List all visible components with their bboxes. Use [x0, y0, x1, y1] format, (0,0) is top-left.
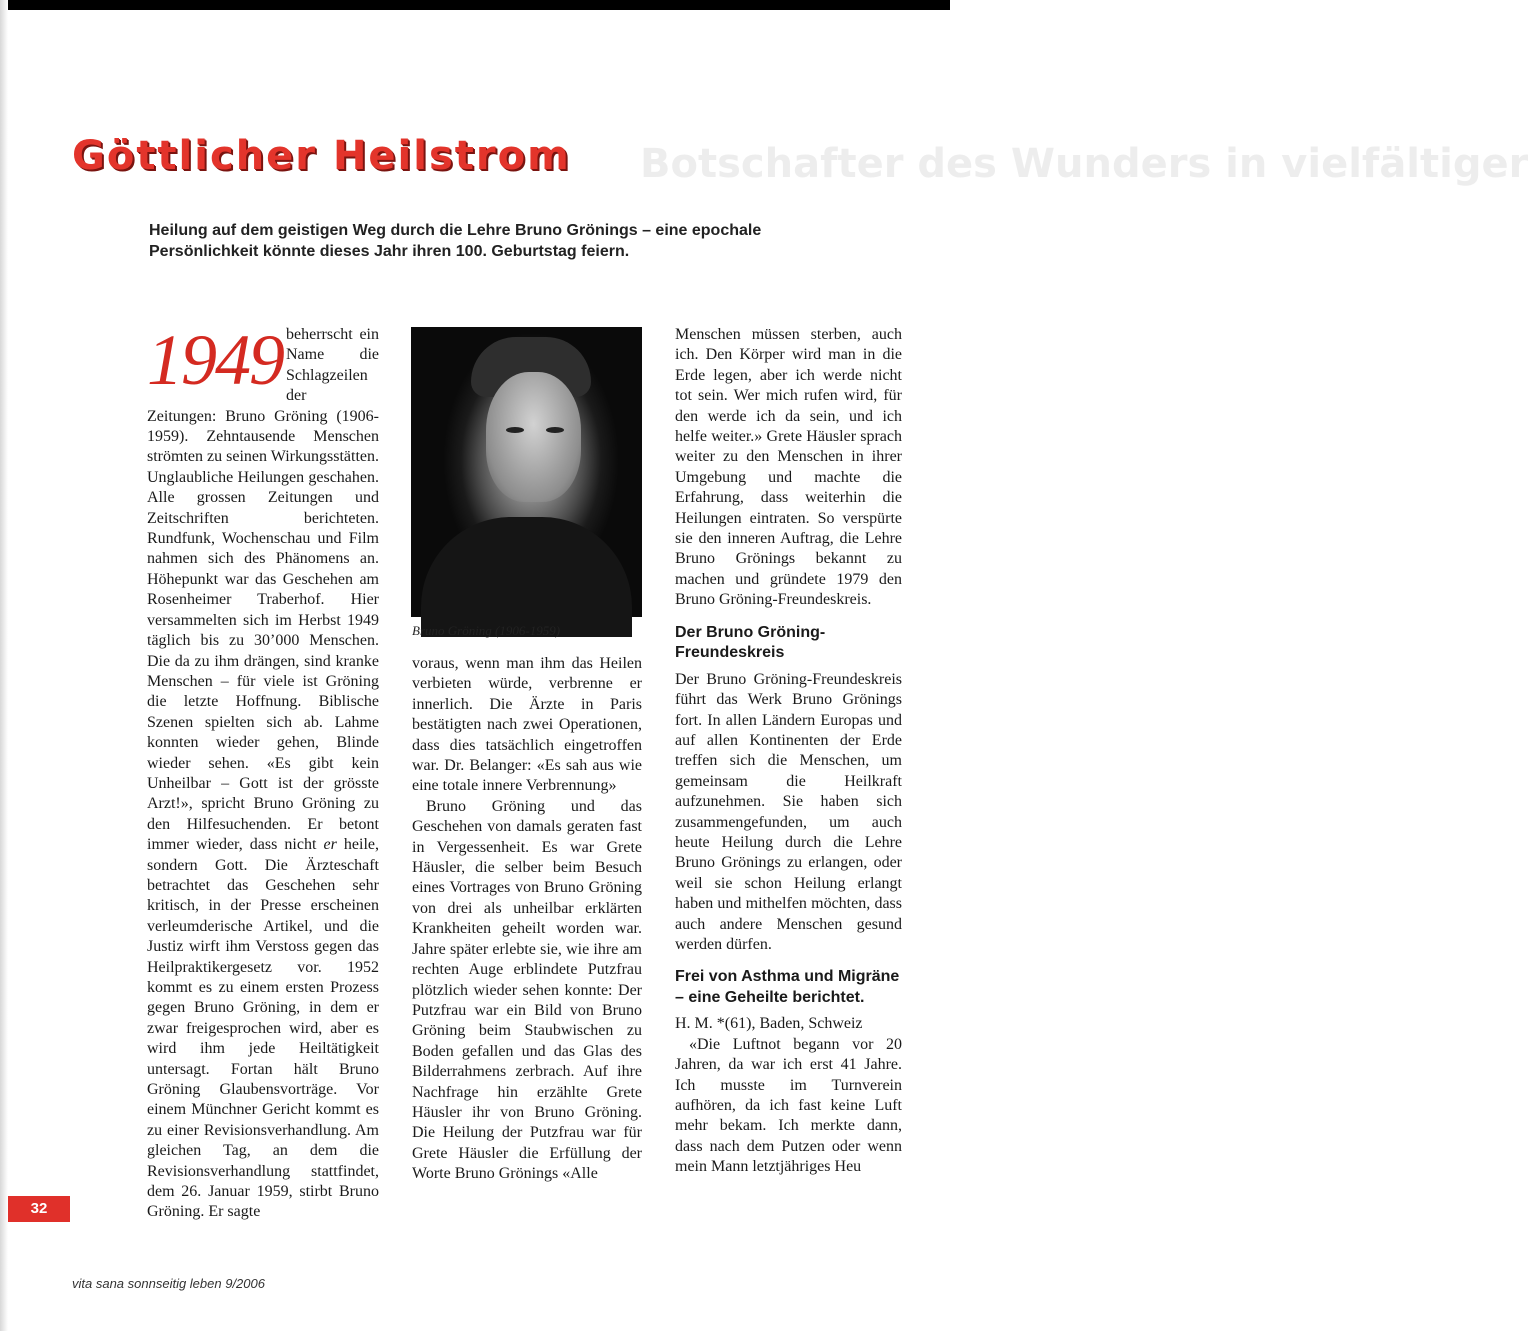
col3-paragraph-2: Der Bruno Gröning-Freundeskreis führt das Werk Bruno Grönings fort. In allen Ländern Europas und auf allen Kontinenten der Erde treffen sich die Menschen, um gemeinsam die Heilkraft aufzunehmen. Sie haben sich zusammengefunden, um auch heute Heilung durch die Lehre Bruno Grönings zu erlangen, oder weil sie schon Heilung erlangt haben und mithelfen möchten, dass auch andere Menschen gesund werden dürfen. [675, 670, 902, 953]
col3-paragraph-1: Menschen müssen sterben, auch ich. Den Körper wird man in die Erde legen, aber ich werde nicht tot sein. Wer mich rufen wird, für den werde ich da sein, und ich helfe weiter.» Grete Häusler sprach weiter zu den Menschen in ihrer Umgebung und machte die Erfahrung, dass weiterhin die Heilungen eintraten. So verspürte sie den inneren Auftrag, die Lehre Bruno Grönings bekannt zu machen und gründete 1979 den Bruno Gröning-Freundeskreis. [675, 326, 902, 609]
page-number-badge: 32 [8, 1196, 70, 1222]
photo-eye-right [546, 427, 564, 433]
photo-shoulders [421, 517, 632, 637]
subheading-testimonial: Frei von Asthma und Migräne – eine Geheilte berichtet. [675, 968, 900, 1006]
scan-border-left [0, 0, 8, 1331]
col2-paragraph-2: Bruno Gröning und das Geschehen von damals geraten fast in Vergessenheit. Es war Grete Häusler, die selber beim Besuch eines Vortrages von Bruno Gröning von drei als unheilbar erklärten Krankheiten geheilt worden war. Jahre später erlebte sie, wie ihre am rechten Auge erblindete Putzfrau plötzlich wieder sehen konnte: Der Putzfrau war ein Bild von Bruno Gröning beim Staubwischen zu Boden gefallen und das Glas des Bilderrahmens zerbrach. Auf ihre Nachfrage hin erzählte Grete Häusler ihr von Bruno Gröning. Die Heilung der Putzfrau war für Grete Häusler die Erfüllung der Worte Bruno Grönings «Alle [412, 797, 642, 1183]
col1-emphasis: er [323, 836, 337, 854]
scan-border-top [0, 0, 950, 10]
photo-caption: Bruno Gröning (1906-1959) [412, 623, 561, 638]
column-1 [147, 320, 380, 1223]
column-2 [412, 654, 642, 1185]
testimonial-text: «Die Luftnot begann vor 20 Jahren, da war ich erst 41 Jahre. Ich musste im Turnverein aufhören, da ich fast keine Luft mehr bekam. Ich merkte dann, dass nach dem Putzen oder wenn mein Mann letztjähriges Heu [675, 1035, 902, 1176]
photo-eye-left [506, 427, 524, 433]
photo-face [486, 372, 581, 502]
subheading-freundeskreis: Der Bruno Gröning-Freundeskreis [675, 623, 826, 662]
col2-paragraph-1: voraus, wenn man ihm das Heilen verbieten würde, verbrenne er innerlich. Die Ärzte in Paris bestätigten nach zwei Operationen, dass dies tatsächlich eingetroffen war. Dr. Belanger: «Es sah aus wie eine totale innere Verbrennung» [412, 655, 642, 795]
col1-text-end: heile, sondern Gott. Die Ärzteschaft betrachtet das Geschehen sehr kritisch, in der Presse erscheinen verleumderische Artikel, und die Justiz wirft ihm Verstoss gegen das Heilpraktikergesetz vor. 1952 kommt es zu einem ersten Prozess gegen Bruno Gröning, in dem er zwar freigesprochen wird, aber es wird ihm jede Heiltätigkeit untersagt. Fortan hält Bruno Gröning Glaubensvorträge. Vor einem Münchner Gericht kommt es zu einer Revisionsverhandlung. Am gleichen Tag, an dem die Revisionsverhandlung stattfindet, dem 26. Januar 1959, stirbt Bruno Gröning. Er sagte [147, 836, 380, 1221]
dropcap-year: 1949 [147, 320, 283, 400]
column-3 [675, 325, 902, 1178]
portrait-photo [411, 327, 642, 617]
show-through-text: Botschafter des Wunders in vielfältiger [640, 141, 1528, 187]
magazine-footer: vita sana sonnseitig leben 9/2006 [72, 1276, 265, 1291]
article-lead: Heilung auf dem geistigen Weg durch die Lehre Bruno Grönings – eine epochale Persönlichkeit könnte dieses Jahr ihren 100. Geburtstag feiern. [149, 222, 762, 260]
article-title: Göttlicher Heilstrom [72, 133, 571, 179]
col1-text: beherrscht ein Name die Schlagzeilen der Zeitungen: Bruno Gröning (1906-1959). Zehntausende Menschen strömten zu seinen Wirkungsstätten. Unglaubliche Heilungen geschahen. Alle grossen Zeitungen und Zeitschriften berichteten. Rundfunk, Wochenschau und Film nahmen sich des Phänomens an. Höhepunkt war das Geschehen am Rosenheimer Traberhof. Hier versammelten sich im Herbst 1949 täglich bis zu 30’000 Menschen. Die da zu ihm drängen, sind kranke Menschen – für viele ist Gröning die letzte Hoffnung. Biblische Szenen spielten sich ab. Lahme konnten wieder gehen, Blinde wieder sehen. «Es gibt kein Unheilbar – Gott ist der grösste Arzt!», spricht Bruno Gröning zu den Hilfesuchenden. Er betont immer wieder, dass nicht [147, 326, 379, 854]
testimonial-author: H. M. *(61), Baden, Schweiz [675, 1015, 863, 1033]
